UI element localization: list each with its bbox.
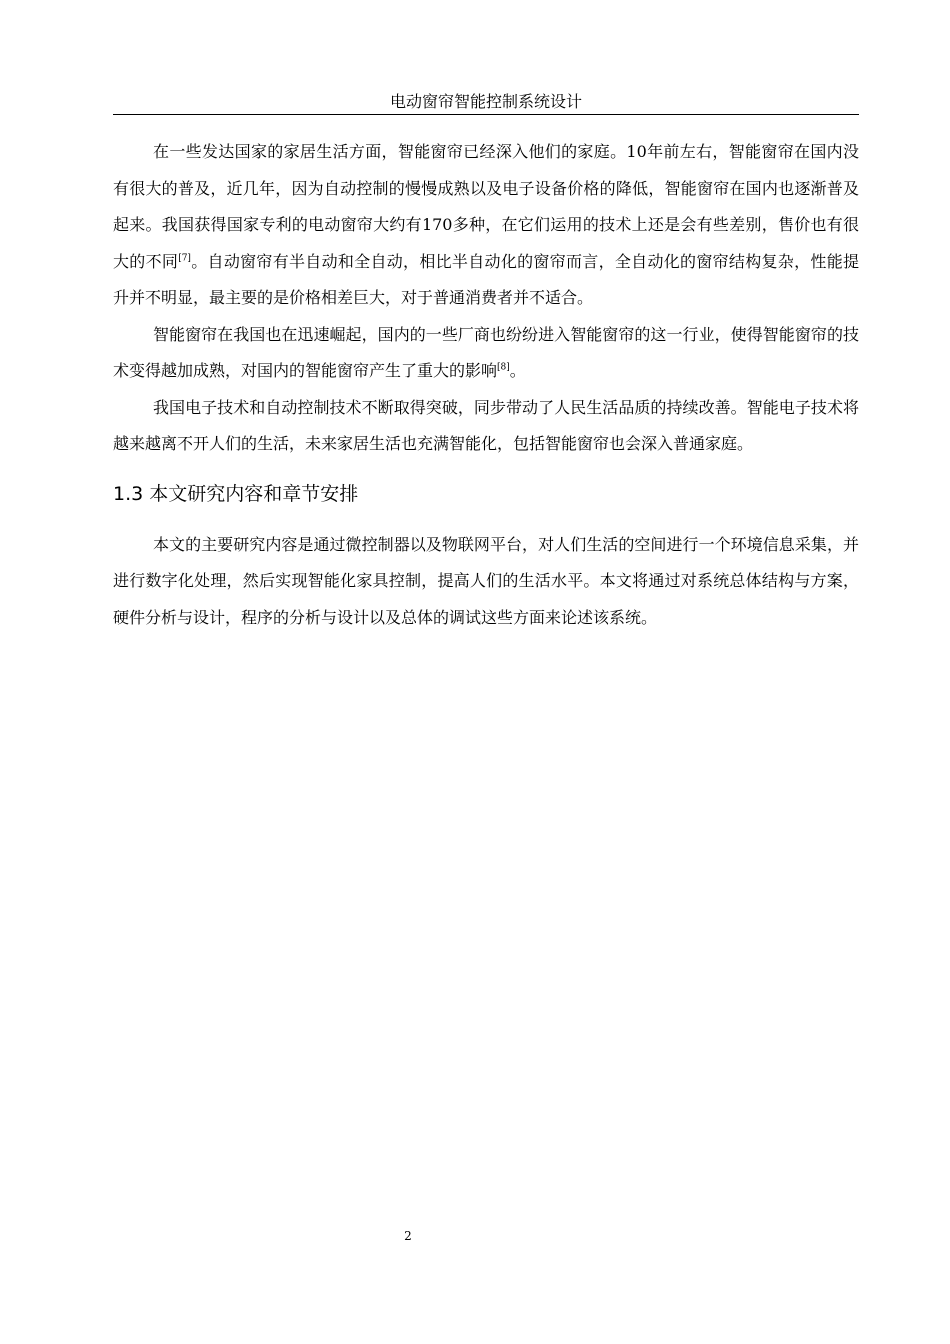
paragraph-research-content: 本文的主要研究内容是通过微控制器以及物联网平台，对人们生活的空间进行一个环境信息采集，并进行数字化处理，然后实现智能化家具控制，提高人们的生活水平。本文将通过对系统总体结构与方案，硬件分析与设计，程序的分析与设计以及总体的调试这些方面来论述该系统。 [113,534,859,627]
paragraph-text: 在一些发达国家的家居生活方面，智能窗帘已经深入他们的家庭。10年前左右，智能窗帘在国内没有很大的普及，近几年，因为自动控制的慢慢成熟以及电子设备价格的降低，智能窗帘在国内也逐渐普及起来。我国获得国家专利的电动窗帘大约有170多种，在它们运用的技术上还是会有些差别，售价也有很大的不同 [113,142,859,271]
page-number: 2 [404,1229,412,1243]
paragraph-future-trend: 我国电子技术和自动控制技术不断取得突破，同步带动了人民生活品质的持续改善。智能电子技术将越来越离不开人们的生活，未来家居生活也充满智能化，包括智能窗帘也会深入普通家庭。 [113,397,859,453]
citation-8: [8] [497,362,510,373]
citation-7: [7] [178,253,191,264]
paragraph-text: 智能窗帘在我国也在迅速崛起，国内的一些厂商也纷纷进入智能窗帘的这一行业，使得智能窗帘的技术变得越加成熟，对国内的智能窗帘产生了重大的影响 [113,324,859,380]
body-text [113,134,859,636]
paragraph-text: 。 [509,361,526,380]
header-rule [113,114,859,115]
running-header: 电动窗帘智能控制系统设计 [389,92,582,111]
paragraph-smart-curtain-domestic [113,317,859,390]
paragraph-smart-curtain-overseas [113,134,859,317]
section-heading: 1.3 本文研究内容和章节安排 [113,482,359,505]
section-spacer [113,509,859,527]
paragraph-text: 。自动窗帘有半自动和全自动，相比半自动化的窗帘而言，全自动化的窗帘结构复杂，性能提升并不明显，最主要的是价格相差巨大，对于普通消费者并不适合。 [113,251,859,307]
